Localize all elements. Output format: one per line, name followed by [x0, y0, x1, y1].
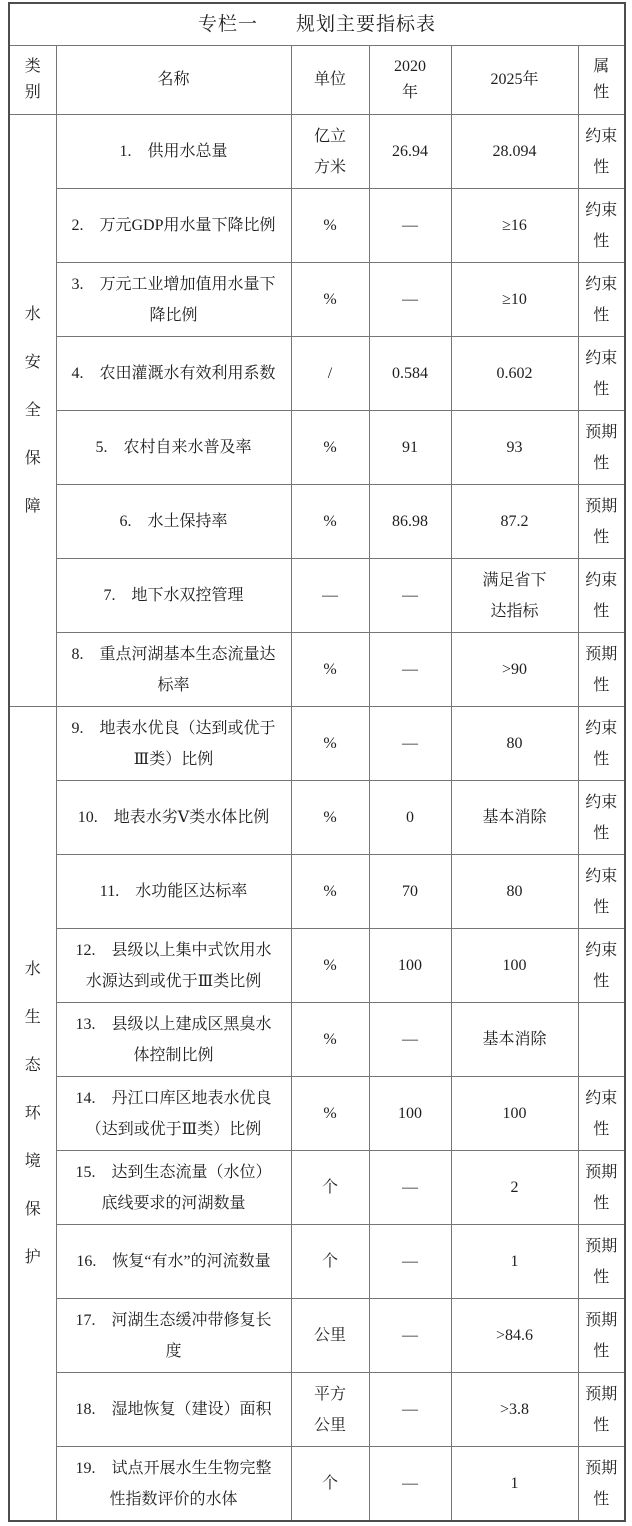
value-2020-cell: 26.94	[369, 115, 451, 189]
value-2025-cell: 基本消除	[451, 1003, 578, 1077]
attribute-cell: 约束性	[578, 781, 625, 855]
attribute-cell	[578, 1003, 625, 1077]
value-2025-cell: 93	[451, 411, 578, 485]
name-cell: 12. 县级以上集中式饮用水水源达到或优于Ⅲ类比例	[56, 929, 291, 1003]
value-2020-cell: 91	[369, 411, 451, 485]
header-name: 名称	[56, 46, 291, 115]
value-2020-cell: 86.98	[369, 485, 451, 559]
value-2020-cell: —	[369, 633, 451, 707]
table-row	[9, 1151, 625, 1225]
table-row	[9, 1077, 625, 1151]
category-cell: 水安全保障	[9, 115, 56, 707]
name-cell: 2. 万元GDP用水量下降比例	[56, 189, 291, 263]
value-2020-cell: 70	[369, 855, 451, 929]
name-cell: 19. 试点开展水生生物完整性指数评价的水体	[56, 1447, 291, 1522]
unit-cell: %	[291, 707, 369, 781]
value-2020-cell: 0	[369, 781, 451, 855]
attribute-cell: 预期性	[578, 1151, 625, 1225]
value-2025-cell: 100	[451, 929, 578, 1003]
name-cell: 15. 达到生态流量（水位）底线要求的河湖数量	[56, 1151, 291, 1225]
unit-cell: 个	[291, 1151, 369, 1225]
table-row	[9, 633, 625, 707]
category-cell: 水生态环境保护	[9, 707, 56, 1522]
attribute-cell: 预期性	[578, 411, 625, 485]
attribute-cell: 预期性	[578, 485, 625, 559]
table-row	[9, 189, 625, 263]
name-cell: 18. 湿地恢复（建设）面积	[56, 1373, 291, 1447]
value-2020-cell: —	[369, 1225, 451, 1299]
attribute-cell: 预期性	[578, 1447, 625, 1522]
table-row	[9, 337, 625, 411]
name-cell: 1. 供用水总量	[56, 115, 291, 189]
attribute-cell: 约束性	[578, 263, 625, 337]
table-row	[9, 115, 625, 189]
name-cell: 4. 农田灌溉水有效利用系数	[56, 337, 291, 411]
unit-cell: %	[291, 485, 369, 559]
table-row	[9, 559, 625, 633]
name-cell: 7. 地下水双控管理	[56, 559, 291, 633]
attribute-cell: 预期性	[578, 1299, 625, 1373]
unit-cell: %	[291, 411, 369, 485]
name-cell: 9. 地表水优良（达到或优于Ⅲ类）比例	[56, 707, 291, 781]
unit-cell: /	[291, 337, 369, 411]
attribute-cell: 约束性	[578, 855, 625, 929]
name-cell: 11. 水功能区达标率	[56, 855, 291, 929]
name-cell: 13. 县级以上建成区黑臭水体控制比例	[56, 1003, 291, 1077]
value-2025-cell: 80	[451, 855, 578, 929]
attribute-cell: 预期性	[578, 1225, 625, 1299]
value-2025-cell: >84.6	[451, 1299, 578, 1373]
table-header-row	[9, 46, 625, 115]
unit-cell: %	[291, 781, 369, 855]
value-2020-cell: 0.584	[369, 337, 451, 411]
header-year-2020: 2020年	[369, 46, 451, 115]
name-cell: 17. 河湖生态缓冲带修复长度	[56, 1299, 291, 1373]
attribute-cell: 约束性	[578, 1077, 625, 1151]
table-row	[9, 263, 625, 337]
attribute-cell: 预期性	[578, 1373, 625, 1447]
unit-cell: —	[291, 559, 369, 633]
unit-cell: %	[291, 855, 369, 929]
value-2020-cell: —	[369, 1299, 451, 1373]
unit-cell: 个	[291, 1225, 369, 1299]
table-row	[9, 781, 625, 855]
table-row	[9, 485, 625, 559]
name-cell: 16. 恢复“有水”的河流数量	[56, 1225, 291, 1299]
value-2025-cell: 28.094	[451, 115, 578, 189]
table-row	[9, 929, 625, 1003]
unit-cell: 亿立方米	[291, 115, 369, 189]
value-2025-cell: 1	[451, 1225, 578, 1299]
name-cell: 8. 重点河湖基本生态流量达标率	[56, 633, 291, 707]
table-row	[9, 1447, 625, 1522]
attribute-cell: 约束性	[578, 707, 625, 781]
table-row	[9, 1373, 625, 1447]
value-2025-cell: ≥16	[451, 189, 578, 263]
value-2020-cell: —	[369, 1447, 451, 1522]
header-category: 类别	[9, 46, 56, 115]
attribute-cell: 约束性	[578, 929, 625, 1003]
value-2025-cell: ≥10	[451, 263, 578, 337]
unit-cell: %	[291, 263, 369, 337]
value-2025-cell: 基本消除	[451, 781, 578, 855]
table-row	[9, 411, 625, 485]
header-year-2025: 2025年	[451, 46, 578, 115]
table-title	[9, 3, 625, 46]
value-2020-cell: —	[369, 707, 451, 781]
value-2025-cell: 100	[451, 1077, 578, 1151]
table-row	[9, 707, 625, 781]
value-2020-cell: —	[369, 1003, 451, 1077]
attribute-cell: 预期性	[578, 633, 625, 707]
table-title-row	[9, 3, 625, 46]
value-2025-cell: >90	[451, 633, 578, 707]
header-attribute: 属性	[578, 46, 625, 115]
unit-cell: %	[291, 929, 369, 1003]
name-cell: 3. 万元工业增加值用水量下降比例	[56, 263, 291, 337]
name-cell: 10. 地表水劣Ⅴ类水体比例	[56, 781, 291, 855]
attribute-cell: 约束性	[578, 189, 625, 263]
unit-cell: %	[291, 1077, 369, 1151]
table-row	[9, 855, 625, 929]
unit-cell: 公里	[291, 1299, 369, 1373]
table-row	[9, 1225, 625, 1299]
unit-cell: %	[291, 189, 369, 263]
value-2025-cell: 80	[451, 707, 578, 781]
value-2020-cell: —	[369, 1151, 451, 1225]
value-2025-cell: 2	[451, 1151, 578, 1225]
value-2025-cell: 满足省下达指标	[451, 559, 578, 633]
attribute-cell: 约束性	[578, 559, 625, 633]
value-2020-cell: 100	[369, 929, 451, 1003]
unit-cell: %	[291, 1003, 369, 1077]
value-2025-cell: 0.602	[451, 337, 578, 411]
value-2020-cell: 100	[369, 1077, 451, 1151]
value-2025-cell: 1	[451, 1447, 578, 1522]
attribute-cell: 约束性	[578, 337, 625, 411]
table-title-prefix: 专栏一	[198, 13, 259, 35]
unit-cell: 个	[291, 1447, 369, 1522]
name-cell: 5. 农村自来水普及率	[56, 411, 291, 485]
name-cell: 6. 水土保持率	[56, 485, 291, 559]
value-2020-cell: —	[369, 263, 451, 337]
name-cell: 14. 丹江口库区地表水优良（达到或优于Ⅲ类）比例	[56, 1077, 291, 1151]
indicator-table	[8, 2, 626, 1522]
value-2025-cell: 87.2	[451, 485, 578, 559]
table-row	[9, 1003, 625, 1077]
unit-cell: 平方公里	[291, 1373, 369, 1447]
table-row	[9, 1299, 625, 1373]
unit-cell: %	[291, 633, 369, 707]
value-2020-cell: —	[369, 189, 451, 263]
value-2020-cell: —	[369, 559, 451, 633]
value-2025-cell: >3.8	[451, 1373, 578, 1447]
header-unit: 单位	[291, 46, 369, 115]
table-title-main: 规划主要指标表	[296, 13, 437, 35]
table-body	[9, 115, 625, 1522]
attribute-cell: 约束性	[578, 115, 625, 189]
value-2020-cell: —	[369, 1373, 451, 1447]
